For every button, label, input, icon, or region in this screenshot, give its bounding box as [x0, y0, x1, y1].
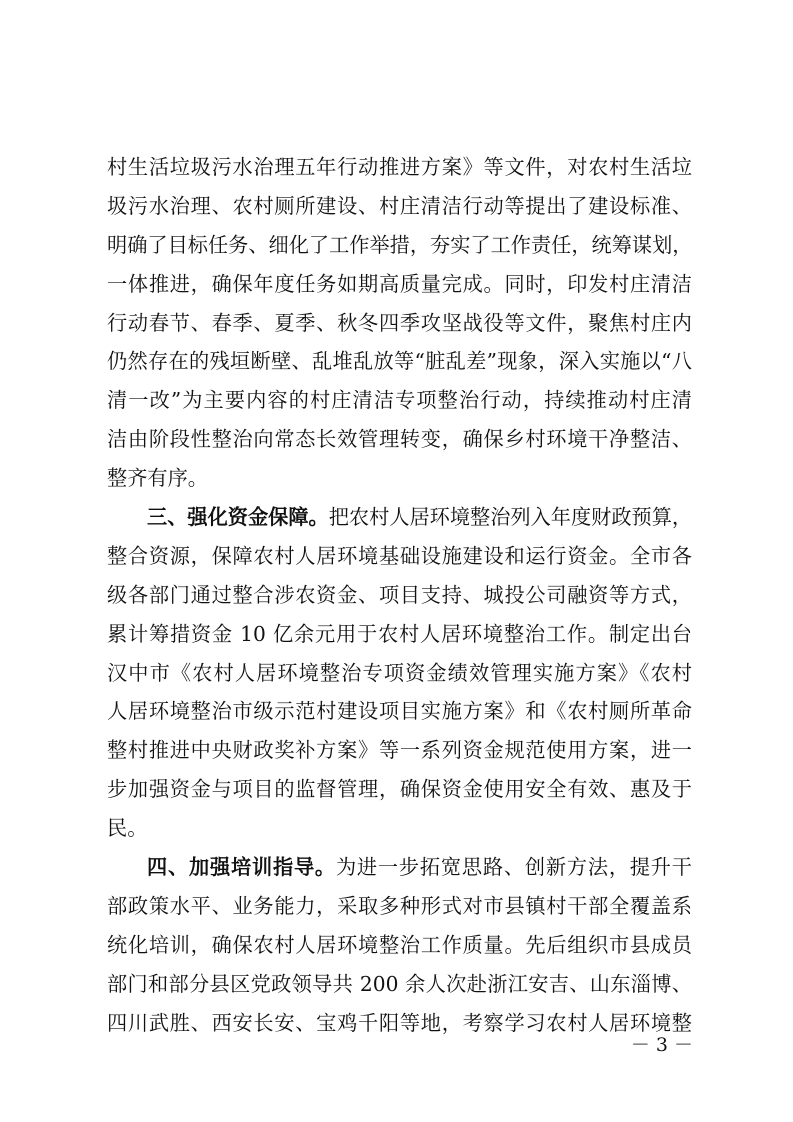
text-line: 圾污水治理、农村厕所建设、村庄清洁行动等提出了建设标准、	[107, 193, 692, 218]
text-line: 村生活垃圾污水治理五年行动推进方案》等文件，对农村生活垃	[107, 155, 692, 179]
text-line: 部政策水平、业务能力，采取多种形式对市县镇村干部全覆盖系	[107, 893, 692, 918]
text-line: 统化培训，确保农村人居环境整治工作质量。先后组织市县成员	[107, 932, 692, 957]
page-number: － 3 －	[630, 1034, 693, 1056]
text-line: 汉中市《农村人居环境整治专项资金绩效管理实施方案》《农村	[107, 660, 692, 685]
text-line: 累计筹措资金 10 亿余元用于农村人居环境整治工作。制定出台	[107, 621, 692, 646]
text-line: 仍然存在的残垣断壁、乱堆乱放等“脏乱差”现象，深入实施以“八	[107, 349, 692, 374]
text-line: 步加强资金与项目的监督管理，确保资金使用安全有效、惠及于	[107, 777, 692, 802]
paragraph-funding-guarantee	[107, 498, 692, 848]
section-heading: 三、强化资金保障。	[147, 505, 329, 530]
text-line: 部门和部分县区党政领导共 200 余人次赴浙江安吉、山东淄博、	[107, 971, 692, 996]
section-heading: 四、加强培训指导。	[147, 855, 336, 880]
text-line: 洁由阶段性整治向常态长效管理转变，确保乡村环境干净整洁、	[107, 427, 692, 452]
text-line: 人居环境整治市级示范村建设项目实施方案》和《农村厕所革命	[107, 699, 692, 724]
text-line: 一体推进，确保年度任务如期高质量完成。同时，印发村庄清洁	[107, 271, 692, 296]
text-line: 整合资源，保障农村人居环境基础设施建设和运行资金。全市各	[107, 543, 692, 568]
text-line	[107, 848, 692, 887]
document-body	[107, 148, 692, 1042]
text-line: 四川武胜、西安长安、宝鸡千阳等地，考察学习农村人居环境整	[107, 1010, 692, 1035]
paragraph-training-guidance	[107, 848, 692, 1042]
text-line: 明确了目标任务、细化了工作举措，夯实了工作责任，统筹谋划，	[107, 232, 693, 257]
heading-continuation: 为进一步拓宽思路、创新方法，提升干	[335, 855, 692, 880]
text-line: 级各部门通过整合涉农资金、项目支持、城投公司融资等方式，	[107, 582, 692, 607]
text-line: 清一改”为主要内容的村庄清洁专项整治行动，持续推动村庄清	[107, 388, 692, 413]
text-line: 民。	[107, 816, 148, 841]
heading-continuation: 把农村人居环境整治列入年度财政预算，	[328, 505, 693, 530]
text-line	[107, 498, 692, 537]
text-line: 整齐有序。	[107, 466, 208, 491]
text-line: 行动春节、春季、夏季、秋冬四季攻坚战役等文件，聚焦村庄内	[107, 310, 692, 335]
paragraph-rural-cleaning	[107, 148, 692, 498]
text-line: 整村推进中央财政奖补方案》等一系列资金规范使用方案，进一	[107, 738, 692, 763]
